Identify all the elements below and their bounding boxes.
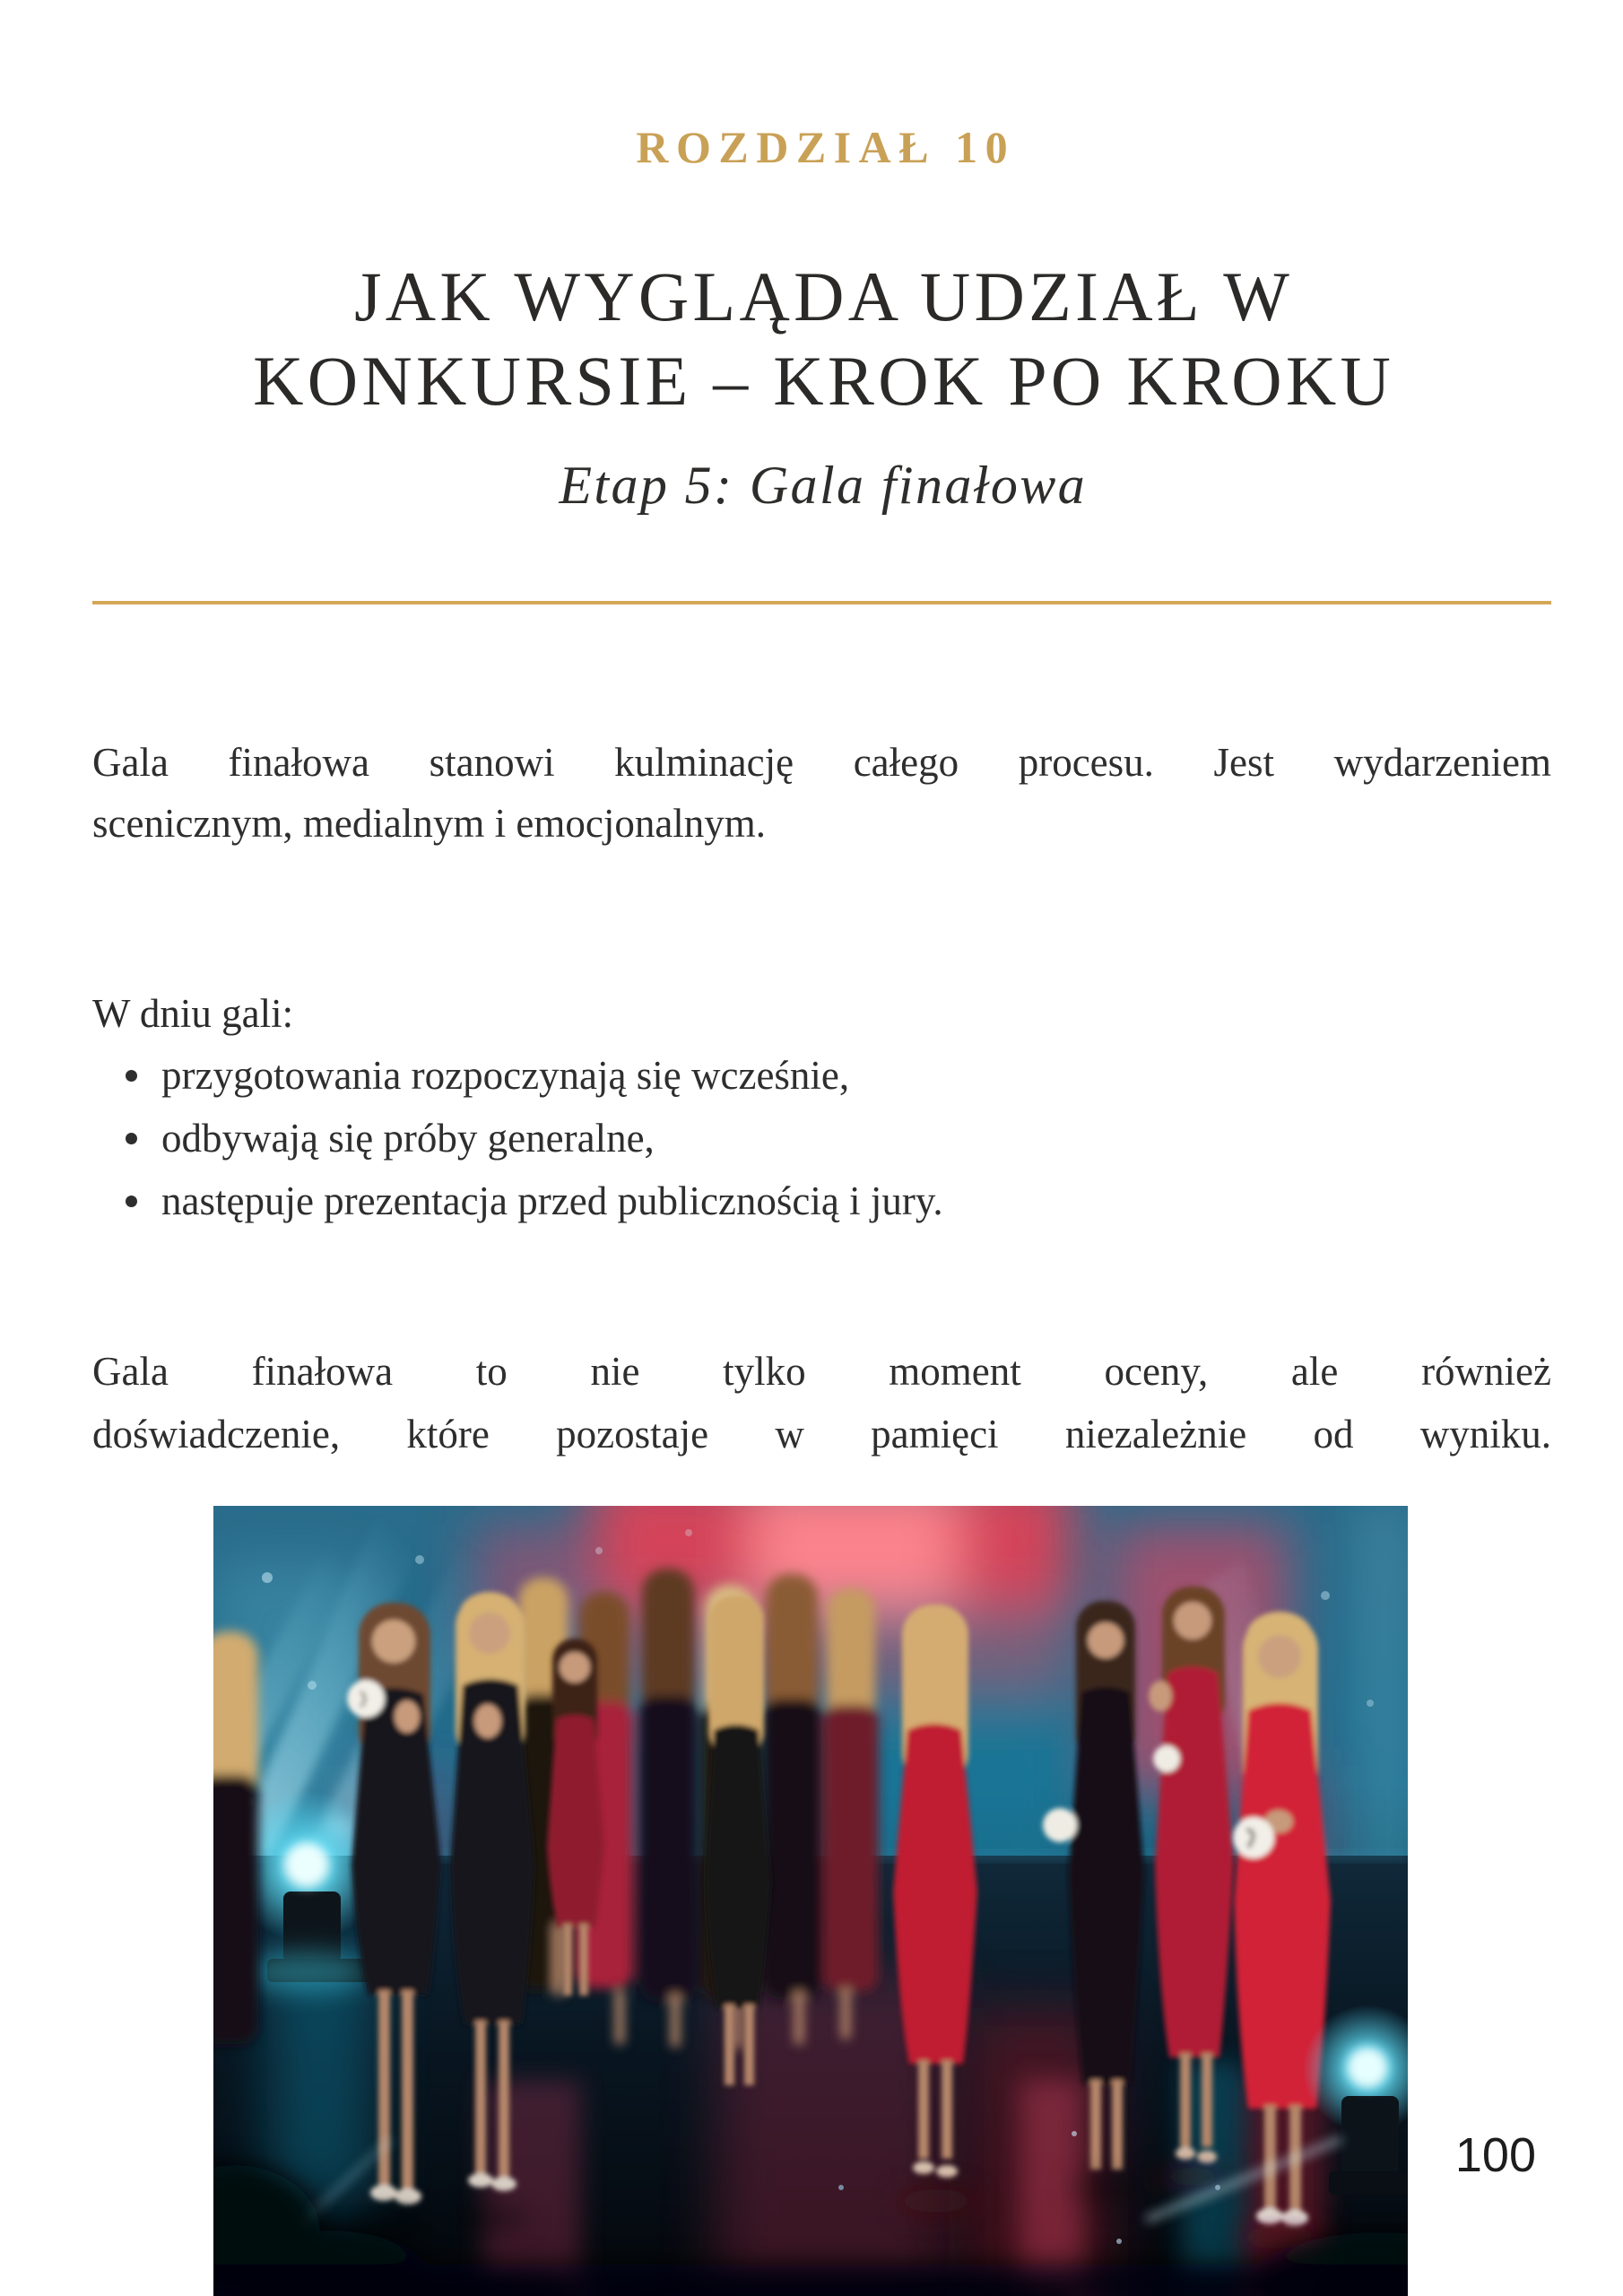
page-content [0,122,1623,2296]
paragraph-line: doświadczenie, które pozostaje w pamięci niezależnie od wyniku. [92,1412,1551,1457]
page-title [92,255,1551,423]
list-intro: W dniu gali: [92,991,294,1036]
gala-photo-illustration [213,1506,1408,2296]
bullet-item: przygotowania rozpoczynają się wcześnie, [92,1044,1551,1107]
gala-photo [213,1506,1408,2296]
bullet-item: odbywają się próby generalne, [92,1107,1551,1170]
title-line: KONKURSIE – KROK PO KROKU [253,342,1395,420]
paragraph-line: Gala finałowa to nie tylko moment oceny, ale również [92,1349,1551,1394]
gala-day-list [92,1044,1551,1232]
paragraph-closing [92,1340,1551,1465]
chapter-label: ROZDZIAŁ 10 [636,122,1016,172]
title-line: JAK WYGLĄDA UDZIAŁ W [354,257,1294,335]
gold-divider [92,601,1551,604]
paragraph-intro-gala [92,732,1551,854]
page-number: 100 [1454,2128,1536,2182]
paragraph-line: scenicznym, medialnym i emocjonalnym. [92,801,767,846]
paragraph-line: Gala finałowa stanowi kulminację całego procesu. Jest wydarzeniem [92,740,1551,785]
stage-subtitle: Etap 5: Gala finałowa [559,456,1088,515]
bullet-item: następuje prezentacja przed publicznością i jury. [92,1170,1551,1232]
